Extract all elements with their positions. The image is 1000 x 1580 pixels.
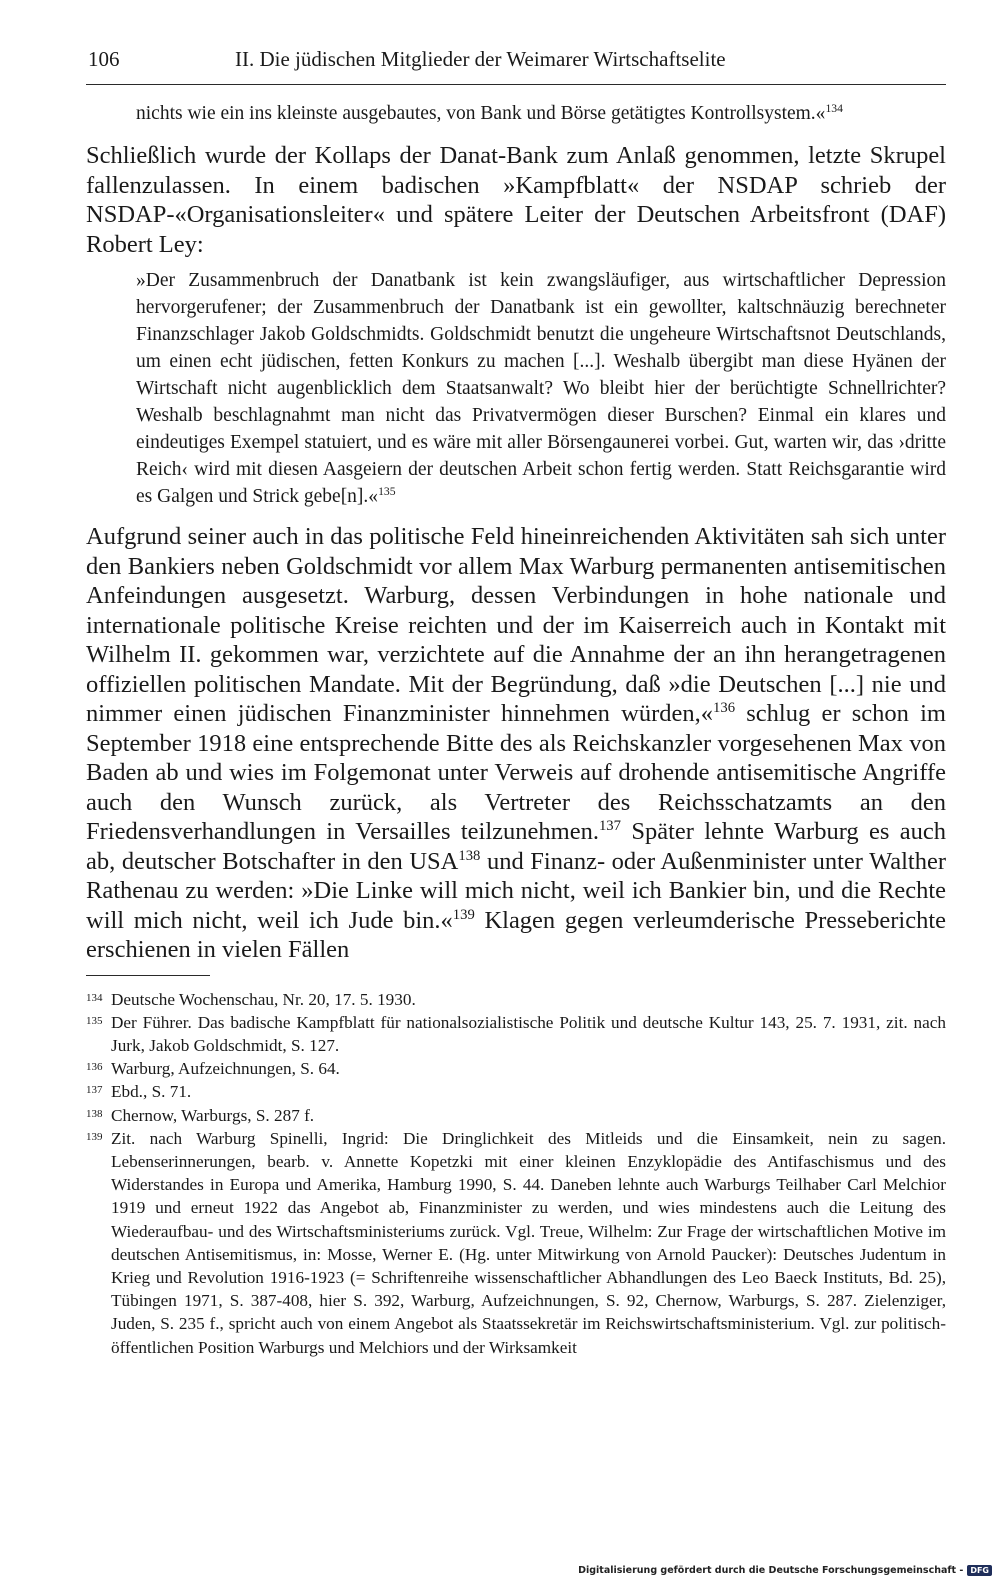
footnote-number: 134 [86,991,103,1004]
footnote [86,1127,946,1359]
footnote [86,1057,946,1080]
footnote [86,1104,946,1127]
footnote-number: 139 [86,1130,103,1143]
running-title: II. Die jüdischen Mitglieder der Weimarer Wirtschaftselite [235,47,726,71]
footnotes [86,988,946,1359]
quote-2-text: »Der Zusammenbruch der Danatbank ist kein zwangsläufiger, aus wirtschaftlicher Depression hervorgerufener; der Zusammenbruch der Danatbank ist ein gewollter, kaltschnäuzig berechneter Finanzschlager Jakob Goldschmidts. Goldschmidt benutzt die ungeheure Wirtschaftsnot Deutschlands, um einen echt jüdischen, fetten Konkurs zu machen [...]. Weshalb übergibt man diese Hyänen der Wirtschaft nicht augenblicklich dem Staatsanwalt? Wo bleibt hier der berüchtigte Schnellrichter? Weshalb beschlagnahmt man nicht das Privatvermögen dieser Burschen? Einmal ein klares und eindeutiges Exempel statuiert, und es wäre mit aller Börsengaunerei vorbei. Gut, warten wir, das ›dritte Reich‹ wird mit diesen Aasgeiern der deutschen Arbeit schon fertig werden. Statt Reichsgarantie wird es Galgen und Strick gebe[n].« [136,270,946,507]
block-quote-2 [136,267,946,510]
footnote-number: 137 [86,1084,103,1097]
dfg-logo-icon: DFG [967,1565,992,1576]
block-quote-1 [136,100,946,127]
footnote [86,1080,946,1103]
footnote-text: Zit. nach Warburg Spinelli, Ingrid: Die Dringlichkeit des Mitleids und die Einsamkeit, nein zu sagen. Lebenserinnerungen, bearb. v. Annette Kopetzki mit einer kleinen Enzyklopädie des Antifaschismus und des Widerstandes in Europa und Amerika, Hamburg 1990, S. 44. Daneben lehnte auch Warburgs Teilhaber Carl Melchior 1919 und erneut 1922 das Angebot ab, Finanzminister zu werden, und wies mindestens auch die Leitung des Wiederaufbau- und des Wirtschaftsministeriums zurück. Vgl. Treue, Wilhelm: Zur Frage der wirtschaftlichen Motive im deutschen Antisemitismus, in: Mosse, Werner E. (Hg. unter Mitwirkung von Arnold Paucker): Deutsches Judentum in Krieg und Revolution 1916-1923 (= Schriftenreihe wissenschaftlicher Abhandlungen des Leo Baeck Instituts, Bd. 25), Tübingen 1971, S. 387-408, hier S. 392, Warburg, Aufzeichnungen, S. 92, Chernow, Warburgs, S. 287. Zielenziger, Juden, S. 235 f., spricht auch von einem Angebot als Staatssekretär im Reichswirtschaftsministerium. Vgl. zur politisch-öffentlichen Position Warburgs und Melchiors und der Wirksamkeit [111,1128,946,1357]
paragraph-2-part-1: Aufgrund seiner auch in das politische Feld hineinreichenden Aktivitäten sah sich unter den Bankiers neben Goldschmidt vor allem Max Warburg permanenten antisemitischen Anfeindungen ausgesetzt. Warburg, dessen Verbindungen in hohe nationale und internationale politische Kreise reichten und der im Kaiserreich auch in Kontakt mit Wilhelm II. gekommen war, verzichtete auf die Annahme der an ihn herangetragenen offiziellen politischen Mandate. Mit der Begründung, daß »die Deutschen [...] nie und nimmer einen jüdischen Finanzminister hinnehmen würden,« [86,523,946,727]
credit-text: Digitalisierung gefördert durch die Deutsche Forschungsgemeinschaft - [578,1565,964,1576]
paragraph-2-part-2: schlug er schon im September 1918 eine entsprechende Bitte des als Reichskanzler vorgesehenen Max von Baden ab und wies im Folgemonat unter Verweis auf drohende antisemitische Angriffe auch den Wunsch zurück, als Vertreter des Reichsschatzamts an den Friedensverhandlungen in Versailles teilzunehmen. [86,700,946,845]
paragraph-2-part-3: Später lehnte Warburg es auch ab, deutscher Botschafter in den USA [86,818,947,875]
footnote-divider [86,975,210,976]
footnote-ref-135: 135 [378,484,396,498]
footnote-number: 135 [86,1014,103,1027]
footnote-ref-134: 134 [825,101,843,115]
footnote [86,1011,946,1057]
paragraph-1: Schließlich wurde der Kollaps der Danat-Bank zum Anlaß genommen, letzte Skrupel fallenzulassen. In einem badischen »Kampfblatt« der NSDAP schrieb der NSDAP-«Organisationsleiter« und spätere Leiter der Deutschen Arbeitsfront (DAF) Robert Ley: [86,142,946,258]
paragraph-2-part-5: Klagen gegen verleumderische Presseberichte erschienen in vielen Fällen [86,906,946,963]
footnote-text: Ebd., S. 71. [111,1082,192,1102]
footnote-ref-137: 137 [598,818,621,835]
page-header [86,44,946,85]
page-content [86,100,946,1359]
footnote-ref-136: 136 [713,700,736,717]
paragraph-2-part-4: und Finanz- oder Außenminister unter Walther Rathenau zu werden: »Die Linke will mich nicht, weil ich Bankier bin, und die Rechte will mich nicht, weil ich Jude bin.« [86,847,946,934]
footnote-ref-139: 139 [452,906,475,923]
footnote-text: Deutsche Wochenschau, Nr. 20, 17. 5. 1930. [111,989,416,1009]
footnote-number: 136 [86,1061,103,1074]
footnote-text: Warburg, Aufzeichnungen, S. 64. [111,1059,340,1079]
footnote [86,988,946,1011]
footnote-text: Chernow, Warburgs, S. 287 f. [111,1105,315,1125]
footnote-number: 138 [86,1107,103,1120]
digitization-credit [578,1565,992,1576]
quote-1-text: nichts wie ein ins kleinste ausgebautes, von Bank und Börse getätigtes Kontrollsystem.« [136,103,826,124]
footnote-ref-138: 138 [458,847,481,864]
page-number: 106 [88,47,120,71]
paragraph-2 [86,522,946,965]
footnote-text: Der Führer. Das badische Kampfblatt für nationalsozialistische Politik und deutsche Kultur 143, 25. 7. 1931, zit. nach Jurk, Jakob Goldschmidt, S. 127. [111,1012,946,1055]
